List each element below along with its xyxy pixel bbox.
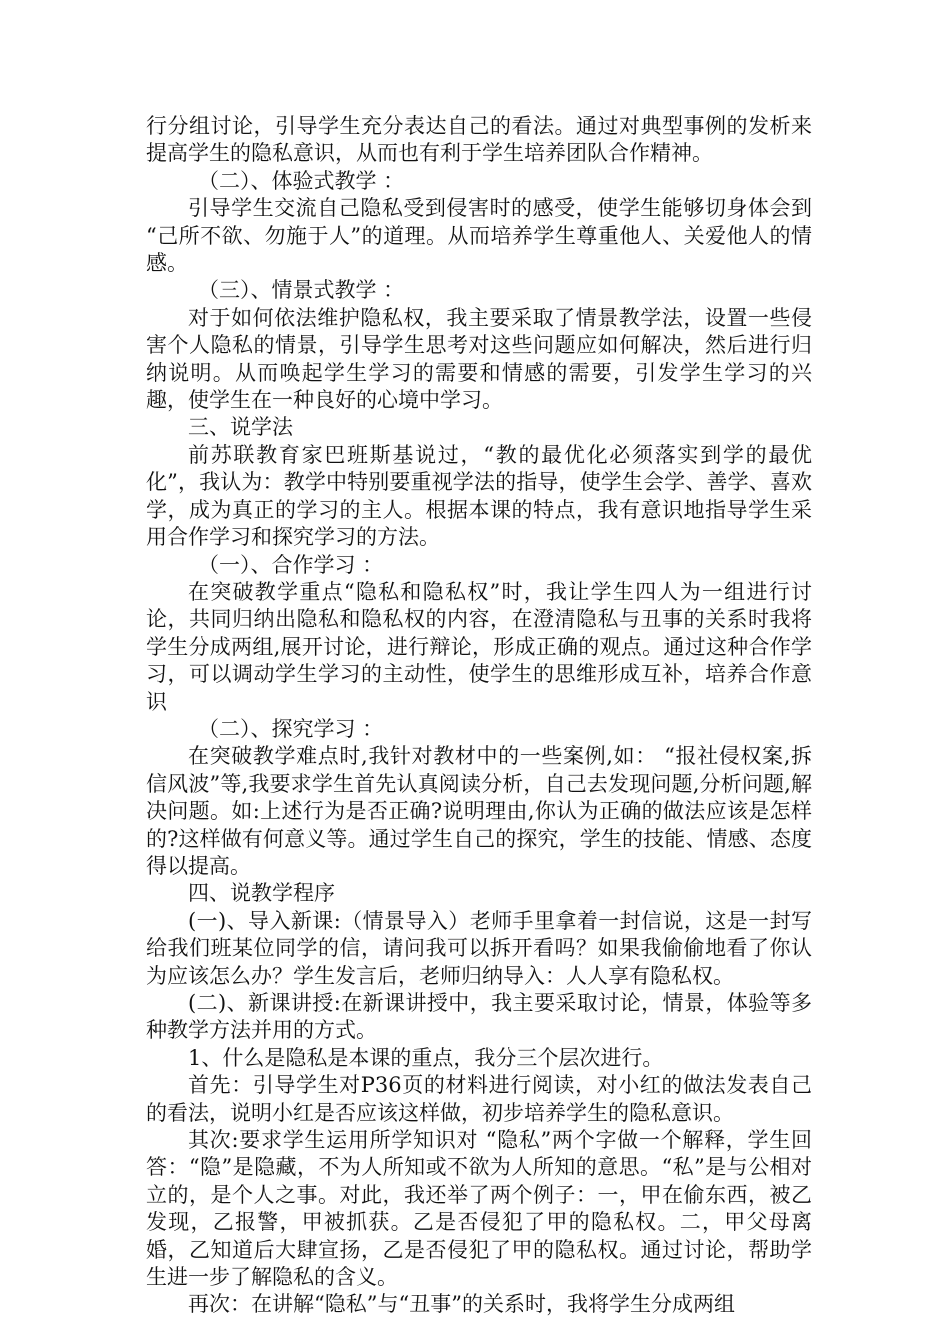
document-page <box>146 113 812 1319</box>
paragraph-learning-methods: 前苏联教育家巴班斯基说过，“教的最优化必须落实到学的最优化”，我认为：教学中特别要重视学法的指导，使学生会学、善学、喜欢学，成为真正的学习的主人。根据本课的特点，我有意识地指导学生采用合作学习和探究学习的方法。 <box>146 442 812 550</box>
paragraph-cooperative: 在突破教学重点“隐私和隐私权”时，我让学生四人为一组进行讨论，共同归纳出隐私和隐私权的内容，在澄清隐私与丑事的关系时我将学生分成两组,展开讨论，进行辩论，形成正确的观点。通过这种合作学习，可以调动学生学习的主动性，使学生的思维形成互补，培养合作意识 <box>146 579 812 714</box>
paragraph-new-lesson: (二)、新课讲授:在新课讲授中，我主要采取讨论，情景，体验等多种教学方法并用的方式。 <box>146 991 812 1043</box>
paragraph-first-step: 首先：引导学生对P36页的材料进行阅读，对小红的做法发表自己的看法，说明小红是否应该这样做，初步培养学生的隐私意识。 <box>146 1073 812 1125</box>
paragraph-third-step: 再次：在讲解“隐私”与“丑事”的关系时，我将学生分成两组 <box>188 1292 735 1317</box>
heading-learning-methods: 三、说学法 <box>188 415 293 440</box>
paragraph-what-is-privacy: 1、什么是隐私是本课的重点，我分三个层次进行。 <box>188 1045 664 1070</box>
heading-teaching-procedure: 四、说教学程序 <box>188 881 335 906</box>
heading-situational-teaching: （三）、情景式教学 ： <box>198 278 405 303</box>
paragraph-second-step: 其次:要求学生运用所学知识对 “隐私”两个字做一个解释，学生回答：“隐”是隐藏，不为人所知或不欲为人所知的意思。“私”是与公相对立的，是个人之事。对此，我还举了两个例子：一，甲在偷东西，被乙发现，乙报警，甲被抓获。乙是否侵犯了甲的隐私权。二，甲父母离婚，乙知道后大肆宣扬，乙是否侵犯了甲的隐私权。通过讨论，帮助学生进一步了解隐私的含义。 <box>146 1128 812 1290</box>
heading-inquiry-learning: （二）、探究学习 ： <box>198 716 384 741</box>
paragraph-inquiry: 在突破教学难点时,我针对教材中的一些案例,如： “报社侵权案,拆信风波”等,我要求学生首先认真阅读分析，自己去发现问题,分析问题,解决问题。如:上述行为是否正确?说明理由,你认为正确的做法应该是怎样的?这样做有何意义等。通过学生自己的探究，学生的技能、情感、态度得以提高。 <box>146 744 812 878</box>
paragraph-introduction: (一)、导入新课:（情景导入）老师手里拿着一封信说，这是一封写给我们班某位同学的信，请问我可以拆开看吗？如果我偷偷地看了你认为应该怎么办？学生发言后，老师归纳导入：人人享有隐私权。 <box>146 908 812 988</box>
heading-cooperative-learning: （一）、合作学习 ： <box>198 552 384 577</box>
paragraph-experiential: 引导学生交流自己隐私受到侵害时的感受，使学生能够切身体会到 “己所不欲、勿施于人”的道理。从而培养学生尊重他人、关爱他人的情感。 <box>146 196 812 276</box>
heading-experiential-teaching: （二）、体验式教学 ： <box>198 168 405 193</box>
paragraph-situational: 对于如何依法维护隐私权，我主要采取了情景教学法，设置一些侵害个人隐私的情景，引导学生思考对这些问题应如何解决，然后进行归纳说明。从而唤起学生学习的需要和情感的需要，引发学生学习的兴趣，使学生在一种良好的心境中学习。 <box>146 305 812 413</box>
paragraph-group-discussion: 行分组讨论，引导学生充分表达自己的看法。通过对典型事例的发析来提高学生的隐私意识，从而也有利于学生培养团队合作精神。 <box>146 114 812 166</box>
